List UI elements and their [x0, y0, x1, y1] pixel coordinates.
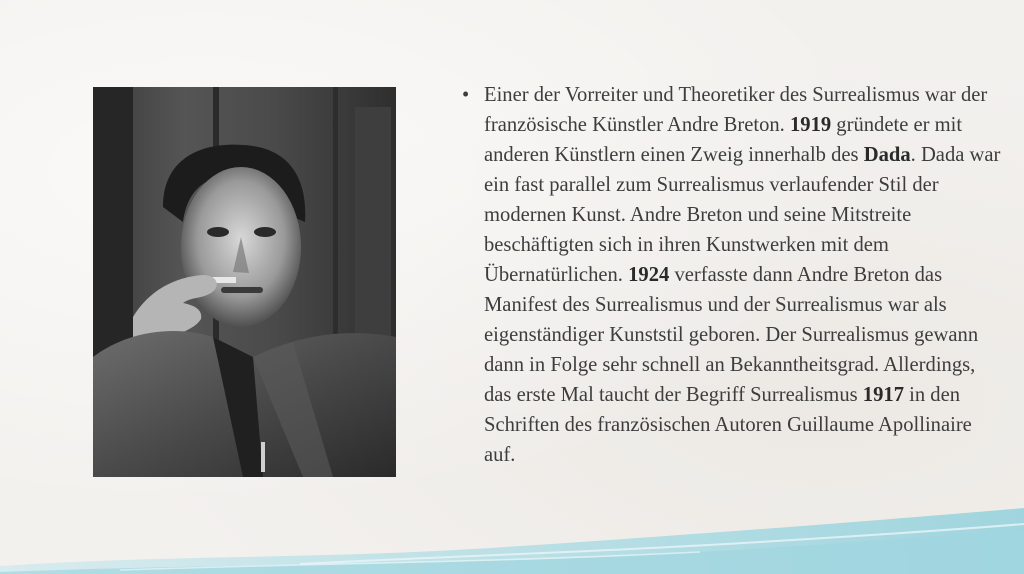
bullet-item [462, 80, 1007, 470]
text-run: verfasste dann Andre Breton das Manifest des Surrealismus und der Surrealismus war als eigenständiger Kunststil geboren. Der Surrealismus gewann dann in Folge sehr schnell an Bekanntheitsgrad. Allerdings, das erste Mal taucht der Begriff Surrealismus [484, 264, 979, 406]
emphasized-text: 1924 [628, 264, 670, 286]
text-run: gründete er mit anderen Künstlern einen Zweig innerhalb des [484, 114, 963, 166]
text-run: . Dada war ein fast parallel zum Surrealismus verlaufender Stil der modernen Kunst. Andre Breton und seine Mitstreite beschäftigten sich in ihren Kunstwerken mit dem Übernatürlichen. [484, 144, 1001, 286]
emphasized-text: 1919 [789, 114, 832, 136]
emphasized-text: 1917 [862, 384, 904, 406]
bullet-paragraph [484, 80, 1007, 470]
watercolor-wave-decoration [0, 494, 1024, 574]
text-run: Einer der Vorreiter und Theoretiker des Surrealismus war der französische Künstler Andre Breton. [484, 84, 988, 136]
portrait-photo [93, 87, 396, 477]
emphasized-text: Dada [863, 144, 911, 166]
bullet-marker: • [462, 84, 470, 106]
slide-text-block [462, 80, 1007, 470]
text-run: in den Schriften des französischen Autoren Guillaume Apollinaire auf. [484, 384, 972, 466]
